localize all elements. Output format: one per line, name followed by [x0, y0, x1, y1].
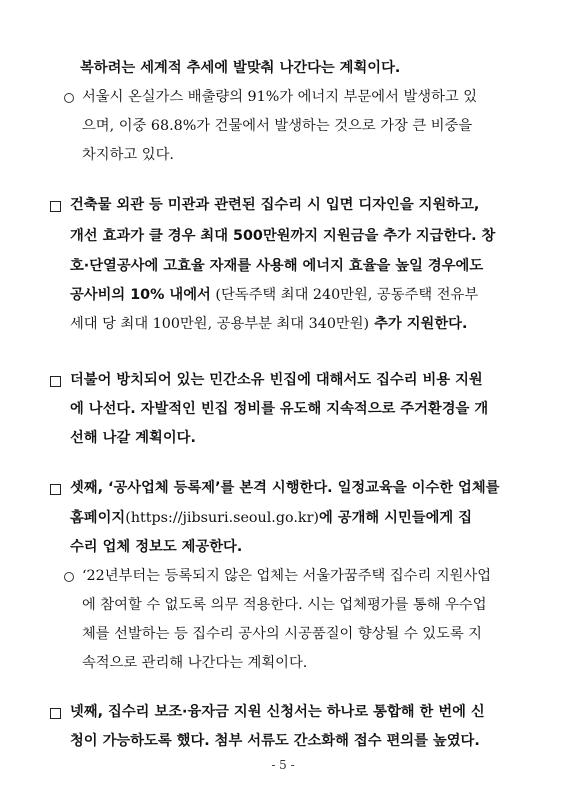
square-bullet-icon: [50, 201, 61, 212]
item-line: 넷째, 집수리 보조·융자금 지원 신청서는 하나로 통합해 한 번에 신: [70, 704, 485, 720]
item-line: [70, 314, 467, 334]
circle-bullet-icon: [64, 93, 74, 103]
item-line: 수리 업체 정보도 제공한다.: [70, 539, 243, 555]
item-line: 에 나선다. 자발적인 빈집 정비를 유도해 지속적으로 주거환경을 개: [70, 401, 489, 417]
bold-segment: 홈페이지: [70, 510, 126, 526]
item-line: [70, 508, 472, 528]
square-bullet-icon: [50, 376, 61, 387]
item-line: 더불어 방치되어 있는 민간소유 빈집에 대해서도 집수리 비용 지원: [70, 372, 483, 388]
item-line: 셋째, ‘공사업체 등록제’를 본격 시행한다. 일정교육을 이수한 업체를: [70, 480, 500, 496]
bold-segment: 추가 지원한다.: [369, 316, 468, 332]
item-line: 호·단열공사에 고효율 자재를 사용해 에너지 효율을 높일 경우에도: [70, 258, 484, 274]
item-line: 청이 가능하도록 했다. 첨부 서류도 간소화해 접수 편의를 높였다.: [70, 733, 480, 749]
item-line: [70, 285, 478, 305]
sub-item-line: 체를 선발하는 등 집수리 공사의 시공품질이 향상될 수 있도록 지: [82, 626, 482, 642]
bold-segment: 공사비의 10% 내에서: [70, 287, 211, 303]
square-bullet-icon: [50, 708, 61, 719]
item-line: 건축물 외관 등 미관과 관련된 집수리 시 입면 디자인을 지원하고,: [70, 197, 480, 213]
sub-item-line: 에 참여할 수 없도록 의무 적용한다. 시는 업체평가를 통해 우수업: [82, 597, 487, 613]
plain-segment: (단독주택 최대 240만원, 공동주택 전유부: [210, 287, 479, 303]
sub-item-line: 서울시 온실가스 배출량의 91%가 에너지 부문에서 발생하고 있: [82, 89, 478, 105]
circle-bullet-icon: [64, 572, 74, 582]
sub-item-line: 으며, 이중 68.8%가 건물에서 발생하는 것으로 가장 큰 비중을: [82, 118, 473, 134]
item-line: 선해 나갈 계획이다.: [70, 430, 196, 446]
sub-item-line: 차지하고 있다.: [82, 147, 174, 163]
square-bullet-icon: [50, 484, 61, 495]
item-line: 개선 효과가 클 경우 최대 500만원까지 지원금을 추가 지급한다. 창: [70, 228, 496, 244]
sub-item-line: 속적으로 관리해 나간다는 계획이다.: [82, 655, 308, 671]
paragraph-line: 복하려는 세계적 추세에 발맞춰 나간다는 계획이다.: [80, 60, 401, 76]
url-text: (https://jibsuri.seoul.go.kr): [125, 510, 319, 526]
plain-segment: 세대 당 최대 100만원, 공용부분 최대 340만원): [70, 316, 370, 332]
page-number: - 5 -: [271, 758, 295, 772]
sub-item-line: ‘22년부터는 등록되지 않은 업체는 서울가꿈주택 집수리 지원사업: [82, 568, 492, 584]
bold-segment: 에 공개해 시민들에게 집: [318, 510, 473, 526]
